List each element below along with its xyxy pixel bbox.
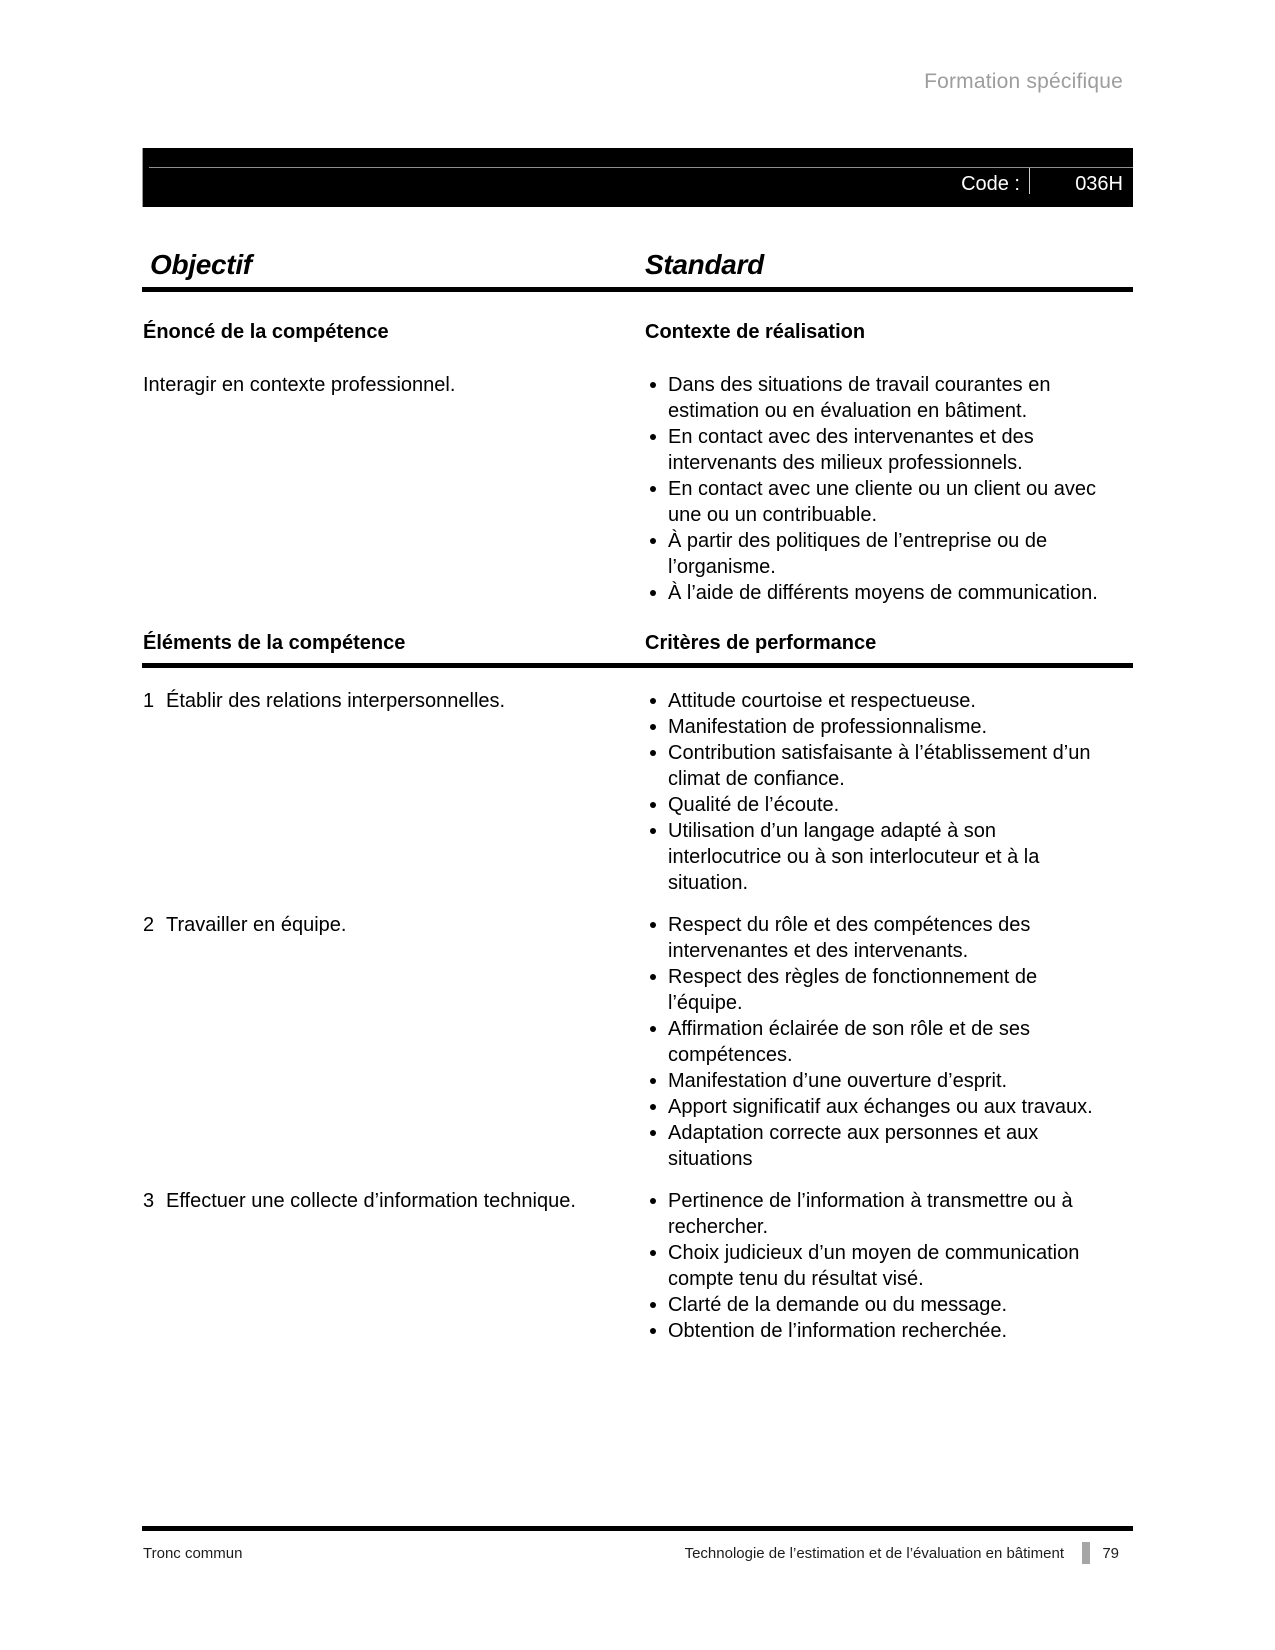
- section1-headings: [142, 321, 1133, 347]
- contexte-list: [645, 372, 1101, 606]
- code-separator-line: [1029, 168, 1030, 194]
- banner-divider-line: [149, 167, 1133, 168]
- bullet-item: Clarté de la demande ou du message.: [645, 1292, 1101, 1318]
- elements-rows: [142, 688, 1133, 1360]
- element-text: Travailler en équipe.: [166, 914, 347, 936]
- criteria-cell: [645, 912, 1101, 1172]
- banner-left-border: [142, 148, 143, 207]
- title-divider-rule: [142, 287, 1133, 292]
- bullet-item: Utilisation d’un langage adapté à son interlocutrice ou à son interlocuteur et à la situation.: [645, 818, 1101, 896]
- footer-program-label: Technologie de l’estimation et de l’évaluation en bâtiment: [684, 1544, 1064, 1562]
- element-number: 2: [143, 914, 155, 936]
- bullet-item: Qualité de l’écoute.: [645, 792, 1101, 818]
- bullet-item: Respect du rôle et des compétences des intervenantes et des intervenants.: [645, 912, 1101, 964]
- bullet-item: Choix judicieux d’un moyen de communication compte tenu du résultat visé.: [645, 1240, 1101, 1292]
- element-cell: [142, 1188, 645, 1344]
- code-label: Code :: [961, 173, 1020, 195]
- bullet-item: Dans des situations de travail courantes en estimation ou en évaluation en bâtiment.: [645, 372, 1101, 424]
- code-banner: [142, 148, 1133, 207]
- element-row-1: [142, 688, 1133, 896]
- competence-statement: Interagir en contexte professionnel.: [143, 374, 456, 396]
- element-row-2: [142, 912, 1133, 1172]
- criteria-list-1: [645, 688, 1101, 896]
- page-footer: [142, 1540, 1133, 1568]
- footer-right-group: [685, 1540, 1119, 1566]
- bullet-item: À partir des politiques de l’entreprise ou de l’organisme.: [645, 528, 1101, 580]
- footer-section-label: Tronc commun: [143, 1545, 243, 1562]
- element-text: Établir des relations interpersonnelles.: [166, 690, 506, 712]
- bullet-item: Manifestation d’une ouverture d’esprit.: [645, 1068, 1101, 1094]
- element-text: Effectuer une collecte d’information technique.: [166, 1190, 576, 1212]
- bullet-item: À l’aide de différents moyens de communication.: [645, 580, 1101, 606]
- element-cell: [142, 688, 645, 896]
- column-titles: [142, 249, 1133, 283]
- element-row-3: [142, 1188, 1133, 1344]
- bullet-item: Contribution satisfaisante à l’établissement d’un climat de confiance.: [645, 740, 1101, 792]
- enonce-heading: Énoncé de la compétence: [143, 321, 389, 343]
- bullet-item: Respect des règles de fonctionnement de l’équipe.: [645, 964, 1101, 1016]
- objectif-title: Objectif: [150, 249, 252, 280]
- footer-separator-bar: [1082, 1542, 1090, 1564]
- footer-divider-rule: [142, 1526, 1133, 1531]
- bullet-item: Obtention de l’information recherchée.: [645, 1318, 1101, 1344]
- contexte-heading: Contexte de réalisation: [645, 321, 866, 343]
- criteres-heading: Critères de performance: [645, 632, 877, 654]
- element-number: 3: [143, 1190, 155, 1212]
- bullet-item: Apport significatif aux échanges ou aux travaux.: [645, 1094, 1101, 1120]
- bullet-item: Affirmation éclairée de son rôle et de ses compétences.: [645, 1016, 1101, 1068]
- standard-title: Standard: [645, 249, 764, 280]
- bullet-item: En contact avec des intervenantes et des intervenants des milieux professionnels.: [645, 424, 1101, 476]
- bullet-item: En contact avec une cliente ou un client ou avec une ou un contribuable.: [645, 476, 1101, 528]
- bullet-item: Adaptation correcte aux personnes et aux situations: [645, 1120, 1101, 1172]
- criteria-cell: [645, 688, 1101, 896]
- element-number: 1: [143, 690, 155, 712]
- bullet-item: Manifestation de professionnalisme.: [645, 714, 1101, 740]
- element-cell: [142, 912, 645, 1172]
- criteria-list-3: [645, 1188, 1101, 1344]
- bullet-item: Pertinence de l’information à transmettre ou à rechercher.: [645, 1188, 1101, 1240]
- page-number: 79: [1102, 1544, 1119, 1562]
- elements-heading: Éléments de la compétence: [143, 632, 406, 654]
- bullet-item: Attitude courtoise et respectueuse.: [645, 688, 1101, 714]
- section-divider-rule: [142, 663, 1133, 668]
- criteria-cell: [645, 1188, 1101, 1344]
- page-header: Formation spécifique: [924, 70, 1123, 93]
- section2-headings: [142, 632, 1133, 658]
- code-value: 036H: [1075, 173, 1123, 195]
- criteria-list-2: [645, 912, 1101, 1172]
